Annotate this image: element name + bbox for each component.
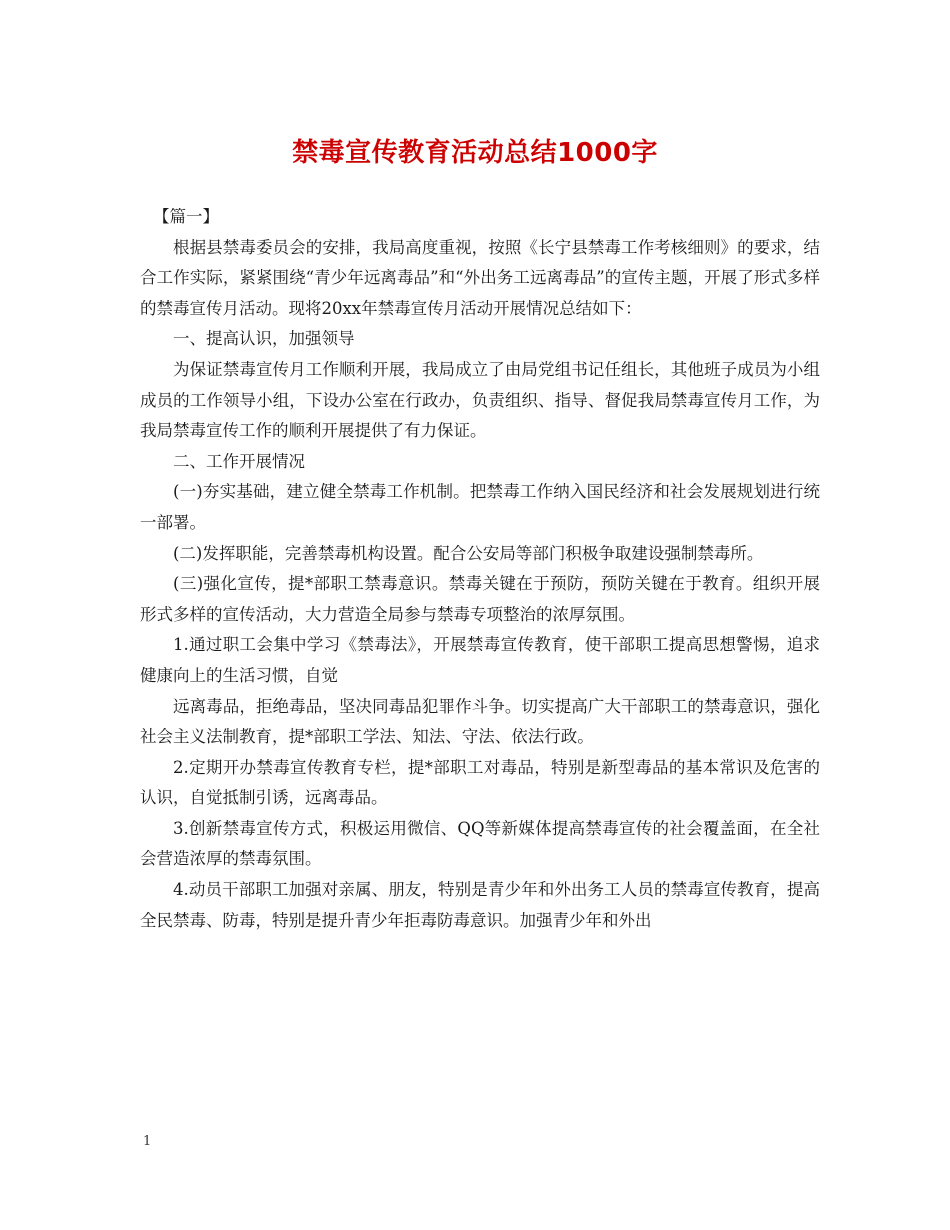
paragraph-point-3: 3.创新禁毒宣传方式，积极运用微信、QQ等新媒体提高禁毒宣传的社会覆盖面，在全社会营造浓厚的禁毒氛围。 xyxy=(140,818,820,869)
paragraph-item-1: (一)夯实基础，建立健全禁毒工作机制。把禁毒工作纳入国民经济和社会发展规划进行统一部署。 xyxy=(140,482,820,532)
document-title: 禁毒宣传教育活动总结1000字 xyxy=(292,138,658,168)
heading-two: 二、工作开展情况 xyxy=(173,451,305,471)
paragraph-point-1-cont: 远离毒品，拒绝毒品，坚决同毒品犯罪作斗争。切实提高广大干部职工的禁毒意识，强化社会主义法制教育，提*部职工学法、知法、守法、依法行政。 xyxy=(140,696,820,747)
paragraph-point-1: 1.通过职工会集中学习《禁毒法》，开展禁毒宣传教育，使干部职工提高思想警惕，追求健康向上的生活习惯，自觉 xyxy=(140,635,820,685)
paragraph-item-2: (二)发挥职能，完善禁毒机构设置。配合公安局等部门积极争取建设强制禁毒所。 xyxy=(173,543,764,563)
paragraph-point-4: 4.动员干部职工加强对亲属、朋友，特别是青少年和外出务工人员的禁毒宣传教育，提高全民禁毒、防毒，特别是提升青少年拒毒防毒意识。加强青少年和外出 xyxy=(140,880,820,930)
paragraph-leadership: 为保证禁毒宣传月工作顺利开展，我局成立了由局党组书记任组长，其他班子成员为小组成员的工作领导小组，下设办公室在行政办，负责组织、指导、督促我局禁毒宣传月工作，为我局禁毒宣传工作的顺利开展提供了有力保证。 xyxy=(140,359,820,441)
page-number: 1 xyxy=(143,1134,152,1149)
section-label: 【篇一】 xyxy=(153,207,219,226)
paragraph-point-2: 2.定期开办禁毒宣传教育专栏，提*部职工对毒品，特别是新型毒品的基本常识及危害的认识，自觉抵制引诱，远离毒品。 xyxy=(140,757,820,808)
paragraph-item-3: (三)强化宣传，提*部职工禁毒意识。禁毒关键在于预防，预防关键在于教育。组织开展形式多样的宣传活动，大力营造全局参与禁毒专项整治的浓厚氛围。 xyxy=(140,574,820,624)
heading-one: 一、提高认识，加强领导 xyxy=(173,329,355,349)
paragraph-intro: 根据县禁毒委员会的安排，我局高度重视，按照《长宁县禁毒工作考核细则》的要求，结合工作实际，紧紧围绕“青少年远离毒品”和“外出务工远离毒品”的宣传主题，开展了形式多样的禁毒宣传月活动。现将20xx年禁毒宣传月活动开展情况总结如下： xyxy=(140,237,820,318)
document-body xyxy=(140,202,820,936)
